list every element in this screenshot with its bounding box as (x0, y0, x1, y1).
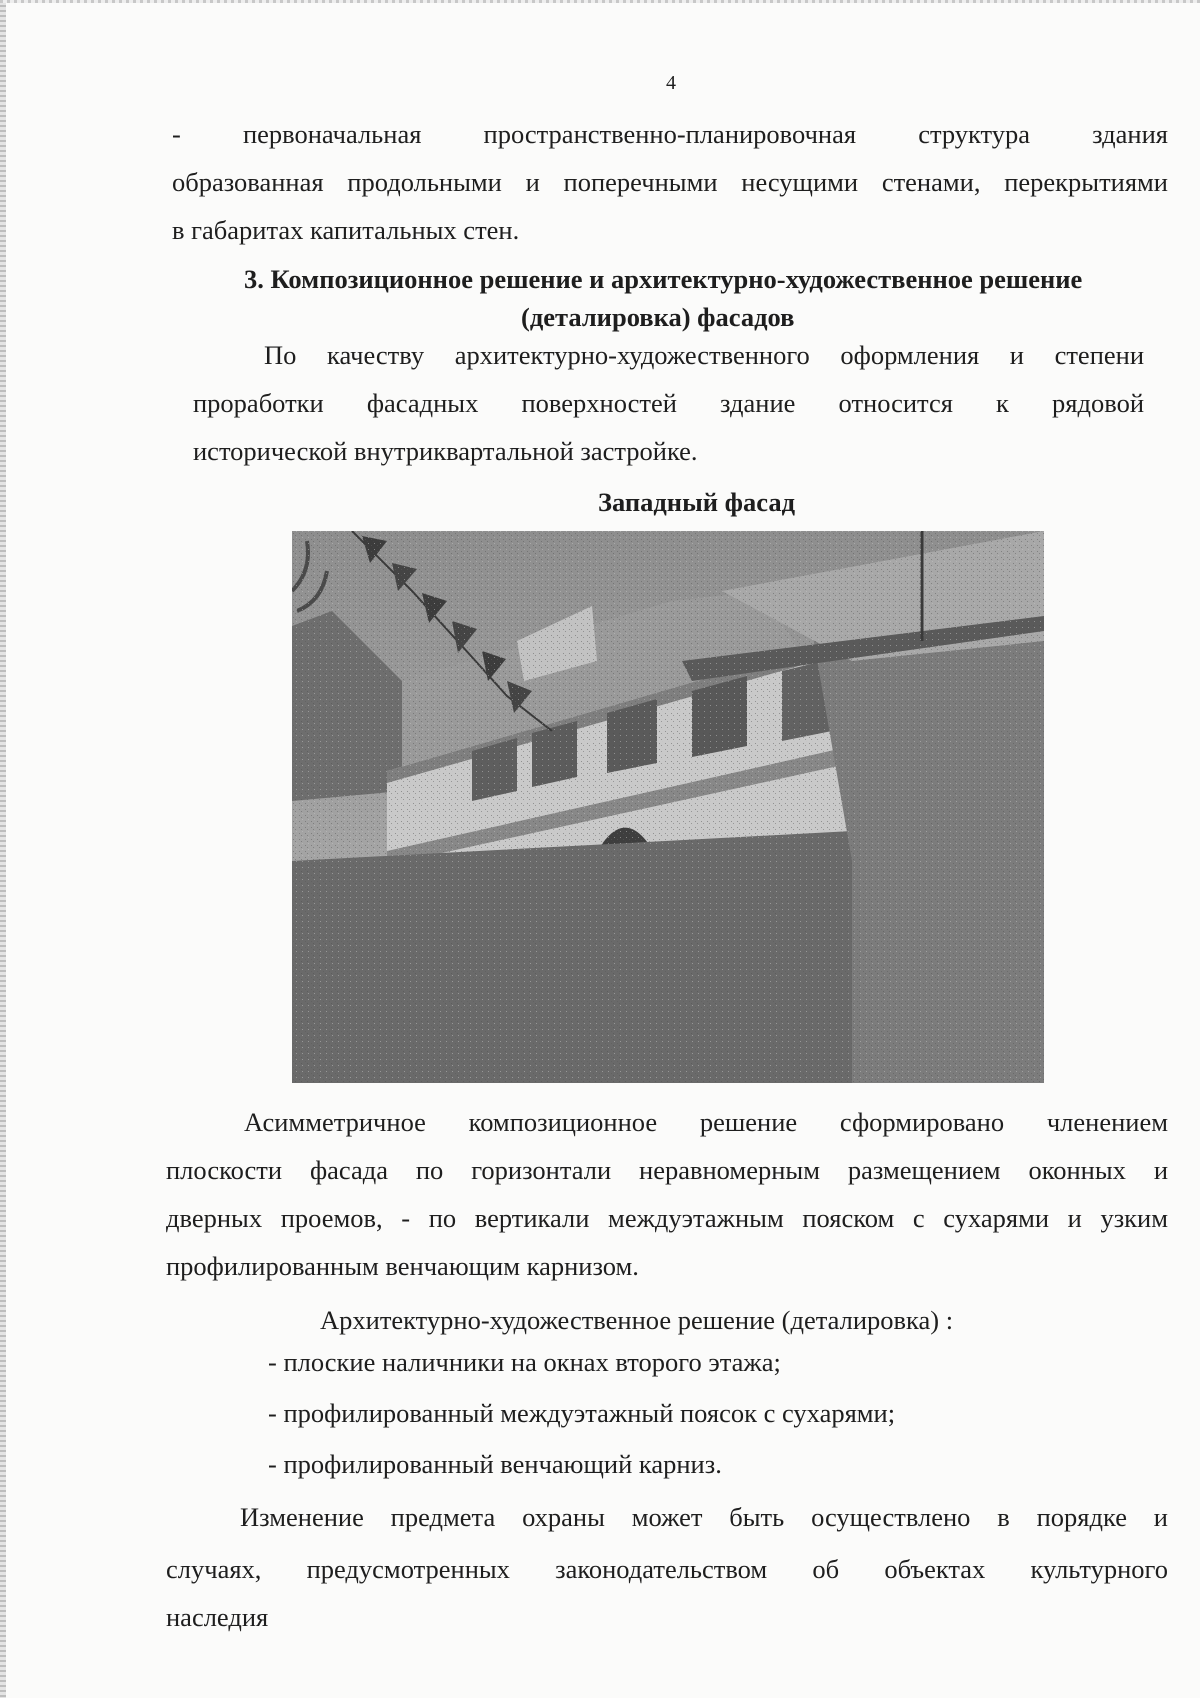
scan-edge-left (0, 0, 6, 1698)
page-number: 4 (666, 72, 676, 94)
intro-line-1 (172, 117, 1168, 151)
intro-dash: - (172, 119, 181, 149)
intro-line-3: в габаритах капитальных стен. (172, 215, 520, 245)
change-line-1: Изменение предмета охраны может быть осуществлено в порядке и (240, 1502, 1168, 1532)
scan-edge-top (0, 0, 1200, 3)
intro-word: пространственно-планировочная (483, 119, 857, 149)
section-paragraph-line-3: исторической внутриквартальной застройке. (193, 436, 698, 466)
section-heading-line-2: (деталировка) фасадов (521, 302, 795, 332)
composition-line-2: плоскости фасада по горизонтали неравномерным размещением оконных и (166, 1155, 1168, 1185)
details-item: - профилированный венчающий карниз. (268, 1449, 722, 1479)
change-line-2: случаях, предусмотренных законодательством об объектах культурного (166, 1554, 1168, 1584)
composition-line-1: Асимметричное композиционное решение сформировано членением (244, 1107, 1168, 1137)
facade-photo (292, 531, 1044, 1083)
figure-caption: Западный фасад (598, 487, 795, 517)
composition-line-4: профилированным венчающим карнизом. (166, 1251, 639, 1281)
intro-word: здания (1092, 119, 1168, 149)
section-heading-line-1: 3. Композиционное решение и архитектурно-художественное решение (244, 264, 1083, 294)
section-paragraph-line-1: По качеству архитектурно-художественного оформления и степени (264, 340, 1144, 370)
intro-line-2: образованная продольными и поперечными несущими стенами, перекрытиями (172, 167, 1168, 197)
details-item: - плоские наличники на окнах второго этажа; (268, 1347, 781, 1377)
intro-word: первоначальная (242, 119, 422, 149)
change-line-3: наследия (166, 1602, 269, 1632)
details-item: - профилированный междуэтажный поясок с сухарями; (268, 1398, 896, 1428)
details-heading: Архитектурно-художественное решение (деталировка) : (320, 1305, 954, 1335)
section-paragraph-line-2: проработки фасадных поверхностей здание относится к рядовой (193, 388, 1144, 418)
intro-word: структура (918, 119, 1031, 149)
composition-line-3: дверных проемов, - по вертикали междуэтажным пояском с сухарями и узким (166, 1203, 1168, 1233)
